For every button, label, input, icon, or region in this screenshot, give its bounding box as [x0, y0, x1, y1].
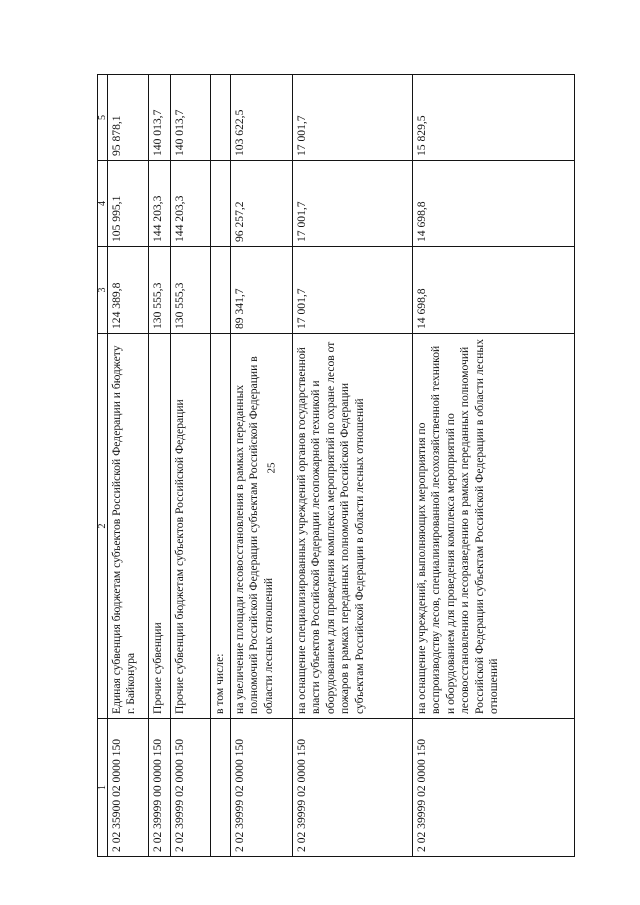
- value-cell: 124 389,8: [108, 247, 149, 334]
- value-cell: 140 013,7: [149, 75, 171, 161]
- rotated-table-container: [97, 75, 640, 857]
- table-row: [171, 75, 211, 857]
- name-cell: на оснащение специализированных учреждений органов государственной власти субъектов Российской Федерации лесопожарной техникой и оборудованием для проведения комплекса мероприятий по охране лесов от пожаров в рамках переданных полномочий Российской Федерации субъектам Российской Федерации в области лесных отношений: [293, 334, 413, 719]
- column-number-row: [98, 75, 108, 857]
- name-cell: Прочие субвенции: [149, 334, 171, 719]
- value-cell: [211, 247, 231, 334]
- value-cell: [211, 75, 231, 161]
- name-cell: на оснащение учреждений, выполняющих мероприятия по воспроизводству лесов, специализированной лесохозяйственной техникой и оборудованием для проведения комплекса мероприятий по лесовосстановлению и лесоразведению в рамках переданных полномочий Российской Федерации субъектам Российской Федерации в области лесных отношений: [413, 334, 575, 719]
- value-cell: 140 013,7: [171, 75, 211, 161]
- value-cell: 95 878,1: [108, 75, 149, 161]
- table-row: [231, 75, 293, 857]
- value-cell: 17 001,7: [293, 247, 413, 334]
- name-cell: Единая субвенция бюджетам субъектов Российской Федерации и бюджету г. Байконура: [108, 334, 149, 719]
- page-number: 25: [265, 462, 278, 474]
- value-cell: 105 995,1: [108, 161, 149, 247]
- name-cell: Прочие субвенции бюджетам субъектов Российской Федерации: [171, 334, 211, 719]
- code-cell: [211, 719, 231, 857]
- table-row: [149, 75, 171, 857]
- table-row: [413, 75, 575, 857]
- code-cell: 2 02 35900 02 0000 150: [108, 719, 149, 857]
- code-cell: 2 02 39999 02 0000 150: [171, 719, 211, 857]
- value-cell: 17 001,7: [293, 161, 413, 247]
- value-cell: 103 622,5: [231, 75, 293, 161]
- value-cell: 130 555,3: [171, 247, 211, 334]
- column-number: 5: [98, 75, 108, 161]
- code-cell: 2 02 39999 02 0000 150: [293, 719, 413, 857]
- value-cell: 96 257,2: [231, 161, 293, 247]
- code-cell: 2 02 39999 02 0000 150: [413, 719, 575, 857]
- value-cell: 89 341,7: [231, 247, 293, 334]
- value-cell: 130 555,3: [149, 247, 171, 334]
- code-cell: 2 02 39999 00 0000 150: [149, 719, 171, 857]
- value-cell: 14 698,8: [413, 161, 575, 247]
- value-cell: 14 698,8: [413, 247, 575, 334]
- value-cell: 144 203,3: [171, 161, 211, 247]
- name-cell: в том числе:: [211, 334, 231, 719]
- value-cell: 17 001,7: [293, 75, 413, 161]
- budget-table: [97, 74, 575, 857]
- column-number: 2: [98, 334, 108, 719]
- column-number: 1: [98, 719, 108, 857]
- value-cell: [211, 161, 231, 247]
- column-number: 4: [98, 161, 108, 247]
- value-cell: 144 203,3: [149, 161, 171, 247]
- name-cell: на увеличение площади лесовосстановления в рамках переданных полномочий Российской Федерации субъектам Российской Федерации в области лесных отношений: [231, 334, 293, 719]
- table-row: [211, 75, 231, 857]
- table-row: [108, 75, 149, 857]
- code-cell: 2 02 39999 02 0000 150: [231, 719, 293, 857]
- column-number: 3: [98, 247, 108, 334]
- table-row: [293, 75, 413, 857]
- value-cell: 15 829,5: [413, 75, 575, 161]
